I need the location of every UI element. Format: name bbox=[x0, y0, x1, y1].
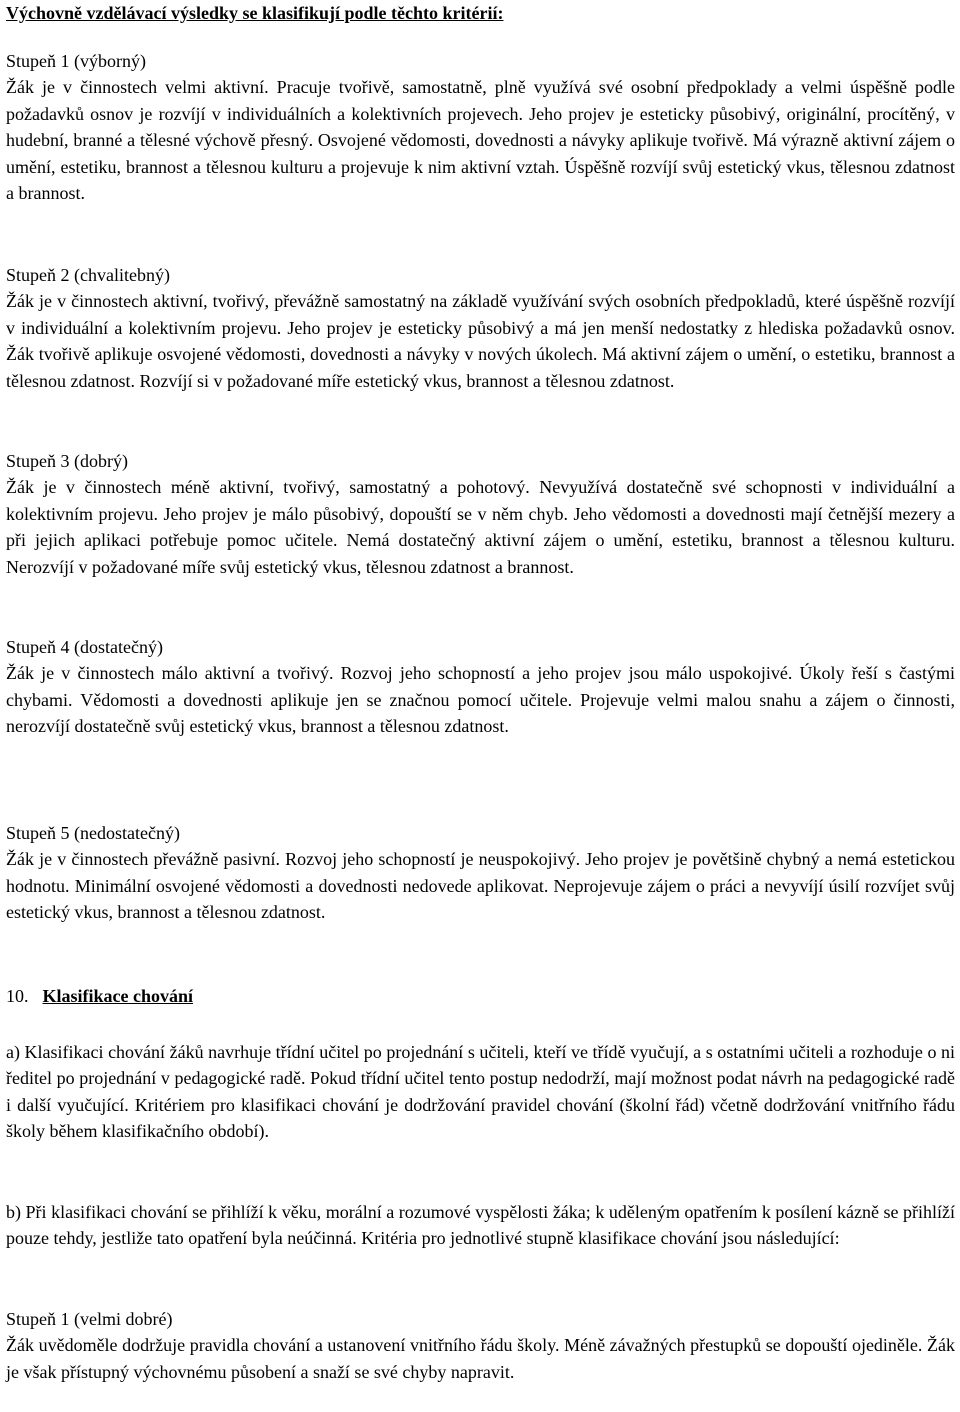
section-number: 10. bbox=[6, 986, 29, 1006]
grade-1-text: Žák je v činnostech velmi aktivní. Pracuje tvořivě, samostatně, plně využívá své osobní předpoklady a velmi úspěšně podle požadavků osnov je rozvíjí v individuálních a kolektivních projevech. Jeho projev je esteticky působivý, originální, procítěný, v hudební, branné a tělesné výchově přesný. Osvojené vědomosti, dovednosti a návyky aplikuje tvořivě. Má výrazně aktivní zájem o umění, estetiku, brannost a tělesnou kulturu a projevuje k nim aktivní vztah. Úspěšně rozvíjí svůj estetický vkus, tělesnou zdatnost a brannost. bbox=[6, 77, 955, 204]
grade-2-block bbox=[6, 262, 955, 394]
behavior-grade-1-text: Žák uvědoměle dodržuje pravidla chování a ustanovení vnitřního řádu školy. Méně závažných přestupků se dopouští ojediněle. Žák je však přístupný výchovnému působení a snaží se své chyby napravit. bbox=[6, 1335, 955, 1382]
grade-5-block bbox=[6, 820, 955, 926]
grade-3-block bbox=[6, 448, 955, 580]
paragraph-b: b) Při klasifikaci chování se přihlíží k věku, morální a rozumové vyspělosti žáka; k uděleným opatřením k posílení kázně se přihlíží pouze tehdy, jestliže tato opatření byla neúčinná. Kritéria pro jednotlivé stupně klasifikace chování jsou následující: bbox=[6, 1202, 955, 1249]
criteria-heading: Výchovně vzdělávací výsledky se klasifikují podle těchto kritérií: bbox=[6, 3, 504, 23]
grade-3-text: Žák je v činnostech méně aktivní, tvořivý, samostatný a pohotový. Nevyužívá dostatečně své schopnosti v individuální a kolektivním projevu. Jeho projev je málo působivý, dopouští se v něm chyb. Jeho vědomosti a dovednosti mají četnější mezery a při jejich aplikaci potřebuje pomoc učitele. Nemá dostatečný aktivní zájem o umění, estetiku, brannost a tělesnou kulturu. Nerozvíjí v požadované míře svůj estetický vkus, tělesnou zdatnost a brannost. bbox=[6, 477, 955, 577]
grade-4-block bbox=[6, 634, 955, 740]
behavior-grade-1-block bbox=[6, 1306, 955, 1385]
grade-2-text: Žák je v činnostech aktivní, tvořivý, převážně samostatný na základě využívání svých osobních předpokladů, které úspěšně rozvíjí v individuální a kolektivním projevu. Jeho projev je esteticky působivý a má jen menší nedostatky z hlediska požadavků osnov. Žák tvořivě aplikuje osvojené vědomosti, dovednosti a návyky v nových úkolech. Má aktivní zájem o umění, o estetiku, brannost a tělesnou zdatnost. Rozvíjí si v požadované míře estetický vkus, brannost a tělesnou zdatnost. bbox=[6, 291, 955, 391]
section-heading bbox=[6, 983, 955, 1009]
paragraph-a: a) Klasifikaci chování žáků navrhuje třídní učitel po projednání s učiteli, kteří ve třídě vyučují, a s ostatními učiteli a rozhoduje o ni ředitel po projednání v pedagogické radě. Pokud třídní učitel tento postup nedodrží, mají možnost podat návrh na pedagogické radě i další vyučující. Kritériem pro klasifikaci chování je dodržování pravidel chování (školní řád) včetně dodržování vnitřního řádu školy během klasifikačního období). bbox=[6, 1042, 955, 1142]
grade-1-title: Stupeň 1 (výborný) bbox=[6, 51, 146, 71]
grade-2-title: Stupeň 2 (chvalitebný) bbox=[6, 265, 170, 285]
grade-3-title: Stupeň 3 (dobrý) bbox=[6, 451, 128, 471]
grade-4-title: Stupeň 4 (dostatečný) bbox=[6, 637, 163, 657]
grade-5-title: Stupeň 5 (nedostatečný) bbox=[6, 823, 180, 843]
behavior-grade-1-title: Stupeň 1 (velmi dobré) bbox=[6, 1309, 173, 1329]
grade-5-text: Žák je v činnostech převážně pasivní. Rozvoj jeho schopností je neuspokojivý. Jeho projev je povětšině chybný a nemá estetickou hodnotu. Minimální osvojené vědomosti a dovednosti nedovede aplikovat. Neprojevuje zájem o práci a nevyvíjí úsilí rozvíjet svůj estetický vkus, brannost a tělesnou zdatnost. bbox=[6, 849, 955, 923]
grade-4-text: Žák je v činnostech málo aktivní a tvořivý. Rozvoj jeho schopností a jeho projev jsou málo uspokojivé. Úkoly řeší s častými chybami. Vědomosti a dovednosti aplikuje jen se značnou pomocí učitele. Projevuje velmi malou snahu a zájem o činnosti, nerozvíjí dostatečně svůj estetický vkus, brannost a tělesnou zdatnost. bbox=[6, 663, 955, 737]
section-title: Klasifikace chování bbox=[42, 986, 194, 1006]
grade-1-block bbox=[6, 48, 955, 206]
